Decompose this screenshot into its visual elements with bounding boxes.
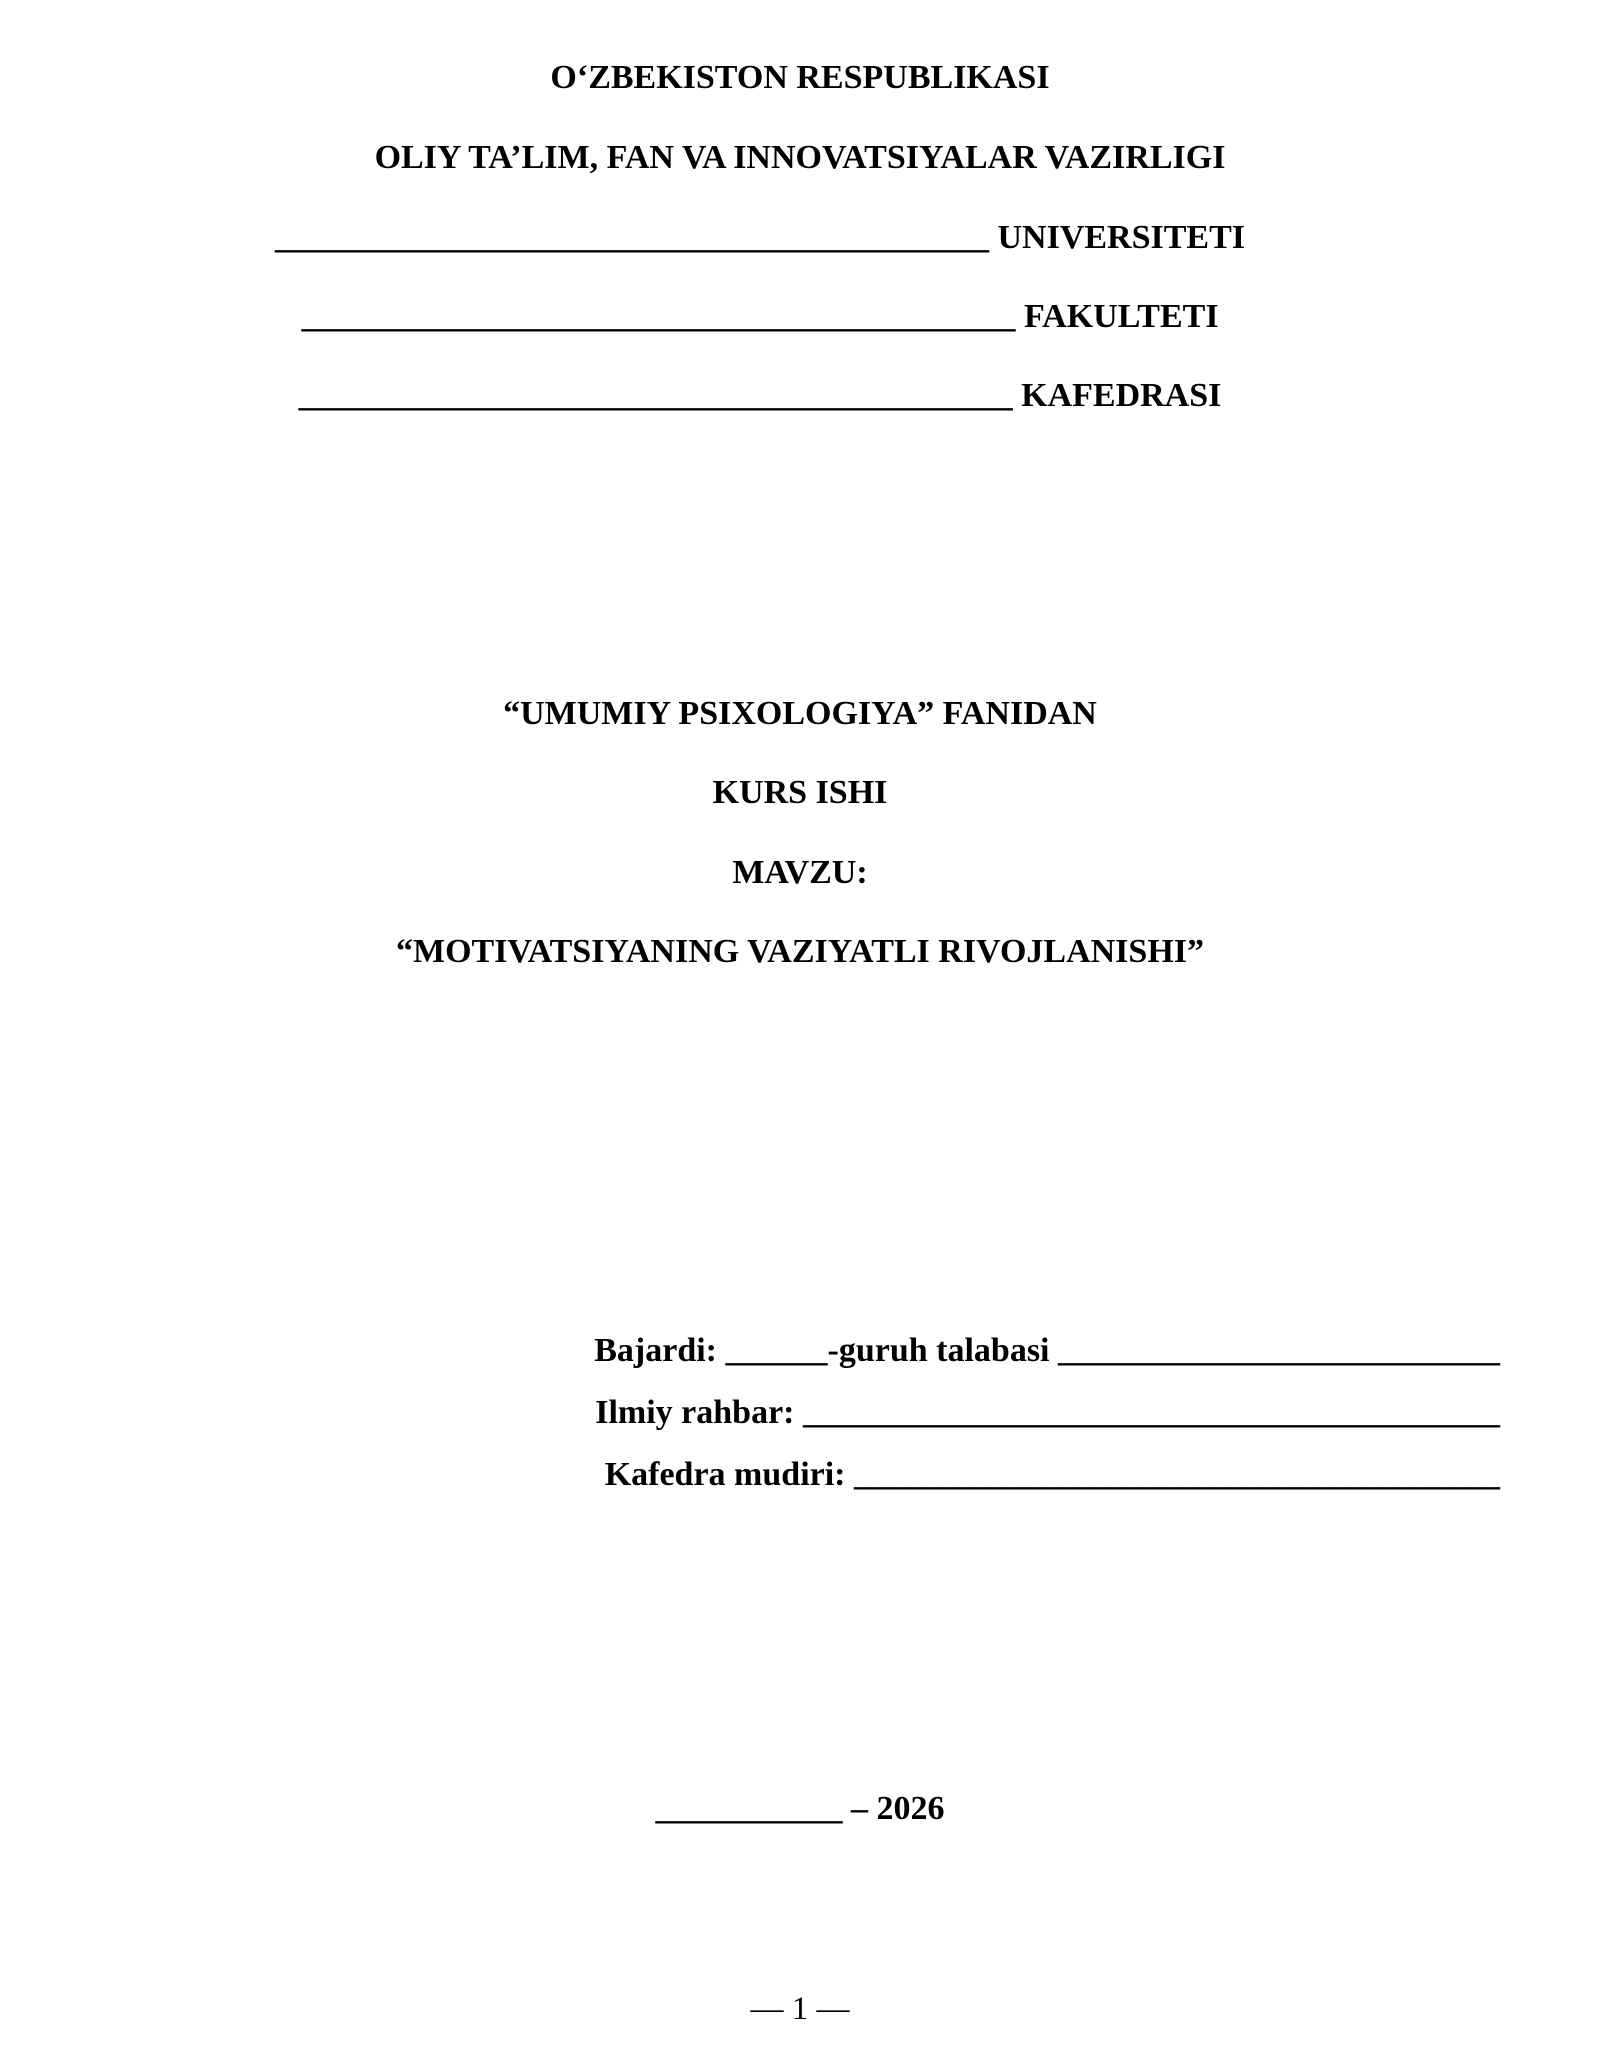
department-line: __________________________________________ KAFEDRASI — [298, 377, 1222, 414]
supervisor-line: Ilmiy rahbar: _________________________________________ — [595, 1394, 1500, 1431]
ministry-heading: OLIY TA’LIM, FAN VA INNOVATSIYALAR VAZIRLIGI — [374, 139, 1226, 176]
performed-by-line: Bajardi: ______-guruh talabasi __________________________ — [594, 1332, 1500, 1369]
work-type-title: KURS ISHI — [712, 774, 888, 811]
subject-title: “UMUMIY PSIXOLOGIYA” FANIDAN — [503, 695, 1097, 732]
topic-label: MAVZU: — [732, 854, 868, 891]
university-line: __________________________________________ UNIVERSITETI — [274, 219, 1246, 256]
year-line: ___________ – 2026 — [655, 1790, 945, 1827]
faculty-line: __________________________________________ FAKULTETI — [301, 298, 1219, 335]
department-head-line: Kafedra mudiri: ______________________________________ — [604, 1456, 1500, 1493]
country-heading: O‘ZBEKISTON RESPUBLIKASI — [550, 59, 1050, 96]
topic-title: “MOTIVATSIYANING VAZIYATLI RIVOJLANISHI” — [395, 933, 1204, 970]
page-number: — 1 — — [750, 1991, 850, 2027]
